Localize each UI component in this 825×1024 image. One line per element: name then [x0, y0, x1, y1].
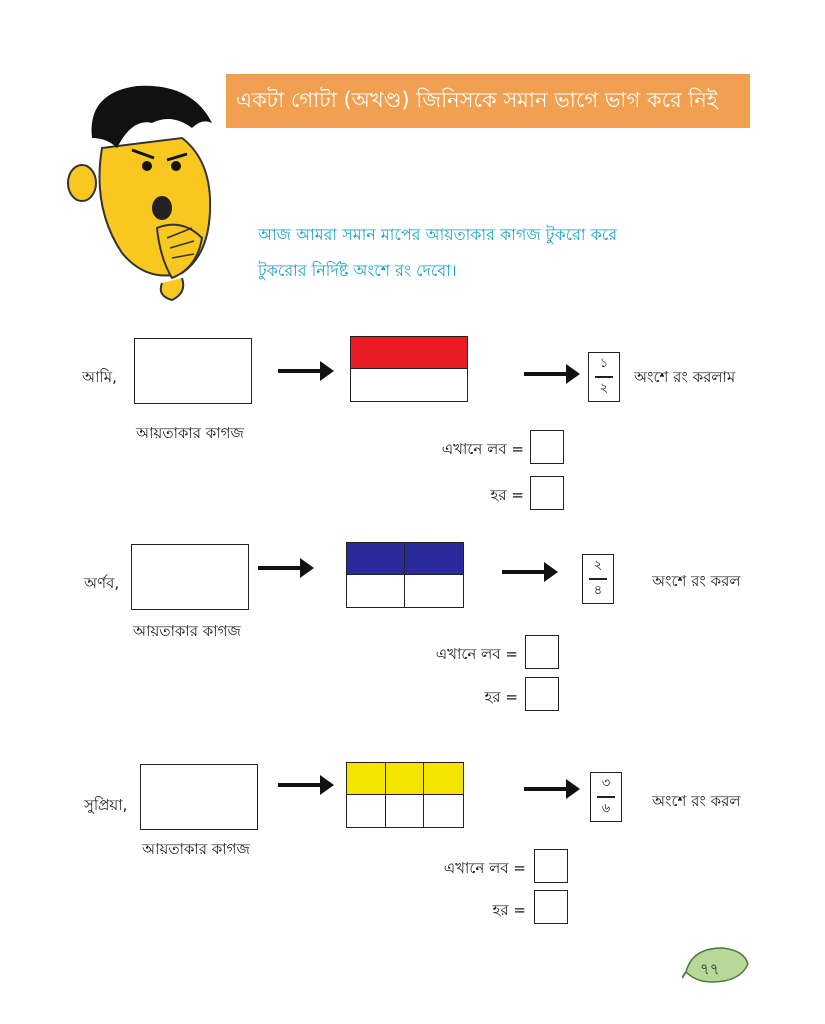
fraction-box	[588, 352, 620, 402]
numerator: ৩	[601, 775, 611, 791]
arrow-icon	[524, 372, 570, 376]
rectangular-paper	[131, 544, 249, 610]
numerator-answer-box[interactable]	[530, 430, 564, 464]
thinking-boy-illustration	[62, 78, 222, 303]
result-text: অংশে রং করল	[652, 792, 741, 810]
fraction-bar	[597, 796, 615, 798]
paper-label: আয়তাকার কাগজ	[133, 622, 241, 640]
shaded-part	[347, 543, 405, 575]
arrow-icon	[278, 369, 324, 373]
shaded-part	[386, 763, 425, 795]
unshaded-part	[405, 575, 463, 607]
result-text: অংশে রং করলাম	[634, 368, 736, 386]
arrow-icon	[524, 787, 570, 791]
unshaded-part	[347, 795, 386, 827]
divided-paper	[350, 336, 468, 402]
denominator: ২	[599, 381, 609, 397]
student-name: সুপ্রিয়া,	[84, 796, 128, 814]
rectangular-paper	[134, 338, 252, 404]
student-name: অর্ণব,	[84, 574, 120, 592]
shaded-part	[424, 763, 463, 795]
unshaded-part	[351, 369, 467, 401]
intro-line-2: টুকরোর নির্দিষ্ট অংশে রং দেবো।	[258, 261, 457, 280]
arrow-icon	[278, 783, 324, 787]
shaded-part	[405, 543, 463, 575]
rectangular-paper	[140, 764, 258, 830]
divided-paper	[346, 542, 464, 608]
denominator-answer-box[interactable]	[534, 890, 568, 924]
arrow-icon	[258, 566, 304, 570]
denominator-answer-box[interactable]	[530, 476, 564, 510]
numerator-label: এখানে লব =	[443, 859, 526, 877]
divided-paper	[346, 762, 464, 828]
denominator-label: হর =	[484, 688, 518, 706]
result-text: অংশে রং করল	[652, 572, 741, 590]
unshaded-part	[386, 795, 425, 827]
numerator-label: এখানে লব =	[435, 645, 518, 663]
shaded-part	[351, 337, 467, 369]
unshaded-part	[347, 575, 405, 607]
fraction-box	[590, 772, 622, 822]
denominator-label: হর =	[490, 486, 524, 504]
denominator-answer-box[interactable]	[525, 677, 559, 711]
page-number: ৭৭	[700, 960, 720, 978]
numerator-label: এখানে লব =	[441, 440, 524, 458]
intro-line-1: আজ আমরা সমান মাপের আয়তাকার কাগজ টুকরো করে	[258, 225, 618, 244]
page-title: একটা গোটা (অখণ্ড) জিনিসকে সমান ভাগে ভাগ করে নিই	[226, 74, 750, 128]
numerator-answer-box[interactable]	[534, 849, 568, 883]
fraction-bar	[595, 376, 613, 378]
fraction-box	[582, 554, 614, 604]
denominator-label: হর =	[492, 901, 526, 919]
numerator: ২	[593, 557, 603, 573]
student-name: আমি,	[82, 368, 117, 386]
arrow-icon	[502, 570, 548, 574]
fraction-bar	[589, 578, 607, 580]
paper-label: আয়তাকার কাগজ	[136, 424, 244, 442]
denominator: ৪	[593, 583, 603, 599]
paper-label: আয়তাকার কাগজ	[142, 840, 250, 858]
unshaded-part	[424, 795, 463, 827]
numerator: ১	[599, 355, 609, 371]
shaded-part	[347, 763, 386, 795]
denominator: ৬	[601, 801, 611, 817]
numerator-answer-box[interactable]	[525, 635, 559, 669]
